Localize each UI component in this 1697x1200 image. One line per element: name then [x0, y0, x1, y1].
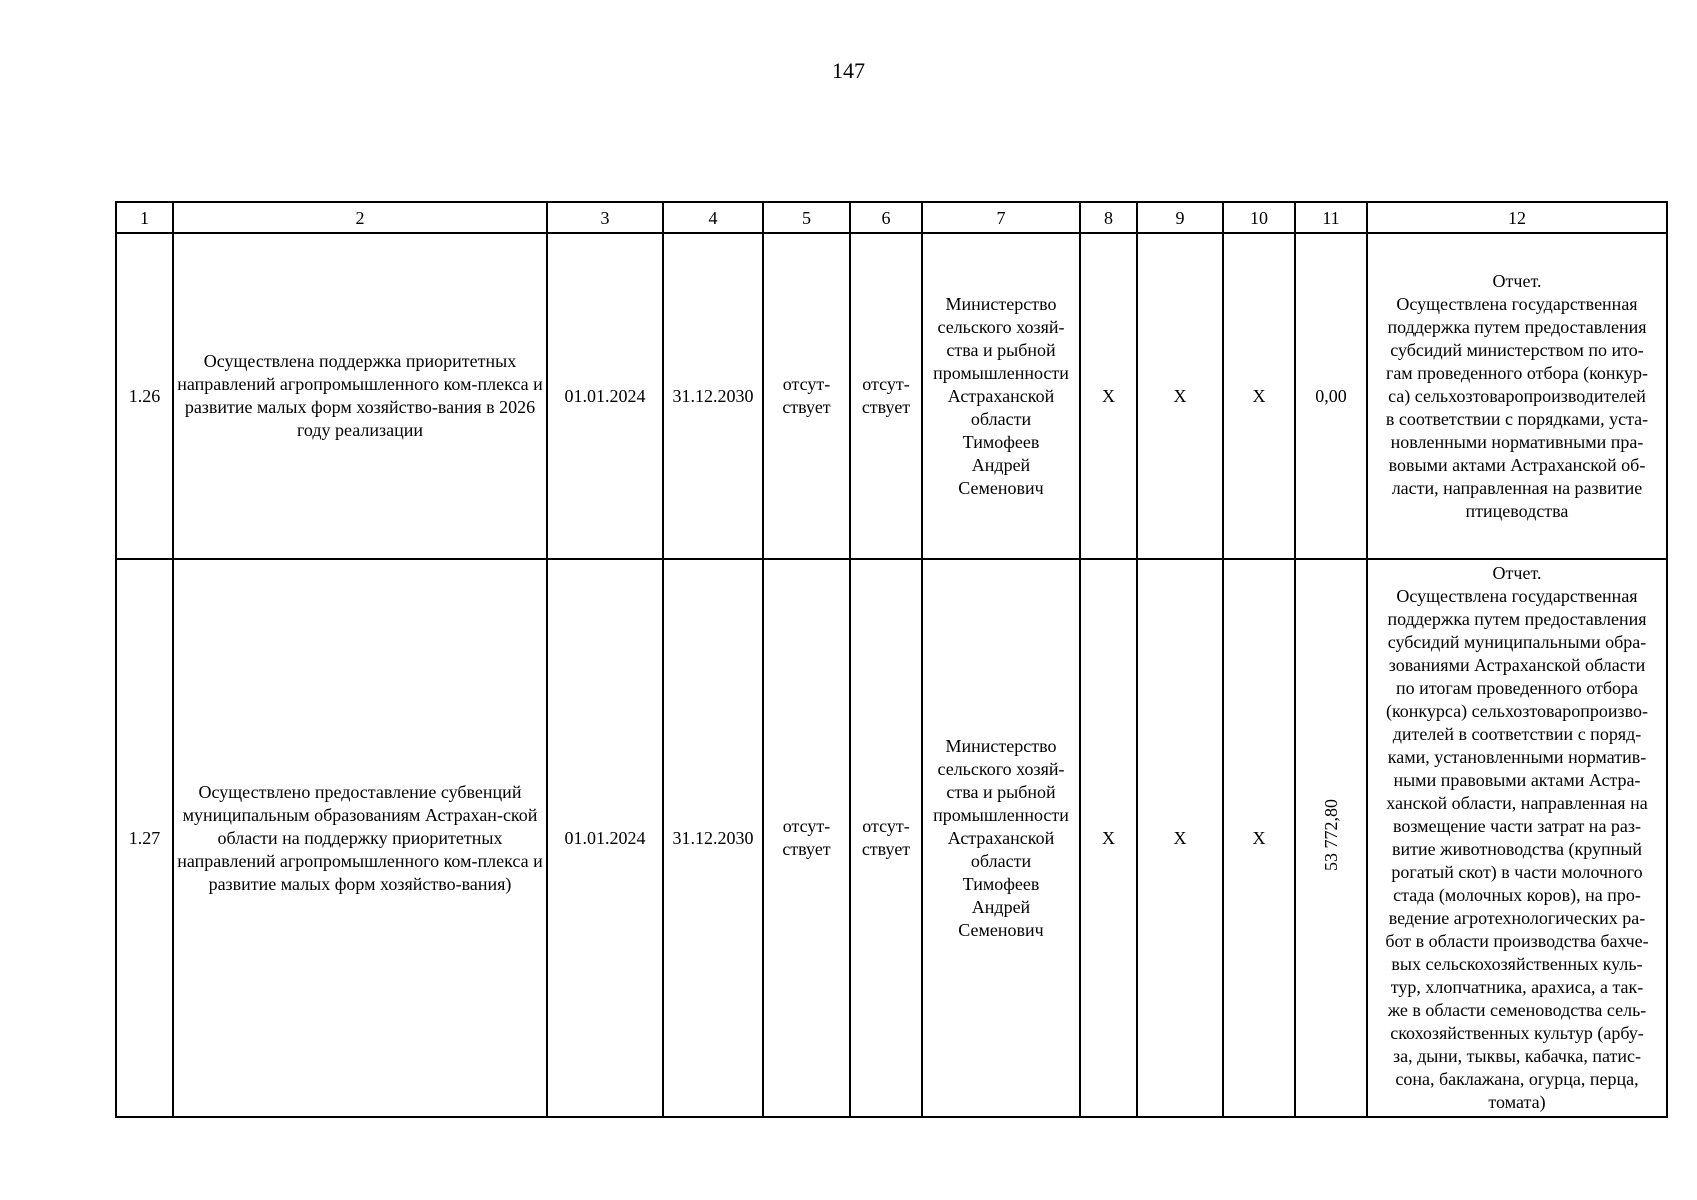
- col8-value: Х: [1080, 233, 1137, 559]
- header-cell: 7: [922, 202, 1080, 233]
- table-row: [116, 559, 1667, 1117]
- amount-value: 53 772,80: [1320, 799, 1341, 871]
- report-text: Отчет. Осуществлена государственная поддержка путем предоставления субсидий муниципальными обра- зованиями Астраханской области по итогам проведенного отбора (конкурса) сельхозтоваропроизво- дителей в соответствии с поряд- ками, установленными норматив- ными правовыми актами Астра- ханской области, направленная на возмещение части затрат на раз- витие животноводства (крупный рогатый скот) в части молочного стада (молочных коров), на про- ведение агротехнологических ра- бот в области производства бахче- вых сельскохозяйственных куль- тур, хлопчатника, арахиса, а так- же в области семеноводства сель- скохозяйственных культур (арбу- за, дыни, тыквы, кабачка, патис- сона, баклажана, огурца, перца, томата): [1367, 559, 1667, 1117]
- col6-value: отсут- ствует: [850, 559, 922, 1117]
- report-text: Отчет. Осуществлена государственная поддержка путем предоставления субсидий министерством по ито- гам проведенного отбора (конкур- са) сельхозтоваропроизводителей в соответствии с порядками, уста- новленными нормативными пра- вовыми актами Астраханской об- ласти, направленная на развитие птицеводства: [1367, 233, 1667, 559]
- header-cell: 6: [850, 202, 922, 233]
- col10-value: Х: [1223, 233, 1295, 559]
- start-date: 01.01.2024: [547, 559, 663, 1117]
- header-cell: 10: [1223, 202, 1295, 233]
- table-header-row: [116, 202, 1667, 233]
- end-date: 31.12.2030: [663, 559, 763, 1117]
- responsible-executor: Министерство сельского хозяй- ства и рыбной промышленности Астраханской области Тимофеев Андрей Семенович: [922, 559, 1080, 1117]
- col5-value: отсут- ствует: [763, 233, 850, 559]
- header-cell: 5: [763, 202, 850, 233]
- header-cell: 11: [1295, 202, 1367, 233]
- responsible-executor: Министерство сельского хозяй- ства и рыбной промышленности Астраханской области Тимофеев Андрей Семенович: [922, 233, 1080, 559]
- header-cell: 9: [1137, 202, 1223, 233]
- header-cell: 4: [663, 202, 763, 233]
- end-date: 31.12.2030: [663, 233, 763, 559]
- program-table: [115, 201, 1668, 1118]
- start-date: 01.01.2024: [547, 233, 663, 559]
- amount-value: 0,00: [1295, 233, 1367, 559]
- header-cell: 3: [547, 202, 663, 233]
- col5-value: отсут- ствует: [763, 559, 850, 1117]
- row-description: Осуществлена поддержка приоритетных направлений агропромышленного ком-плекса и развитие малых форм хозяйство-вания в 2026 году реализации: [173, 233, 547, 559]
- row-description: Осуществлено предоставление субвенций муниципальным образованиям Астрахан-ской области на поддержку приоритетных направлений агропромышленного ком-плекса и развитие малых форм хозяйство-вания): [173, 559, 547, 1117]
- col8-value: Х: [1080, 559, 1137, 1117]
- header-cell: 1: [116, 202, 173, 233]
- header-cell: 12: [1367, 202, 1667, 233]
- header-cell: 8: [1080, 202, 1137, 233]
- col10-value: Х: [1223, 559, 1295, 1117]
- col9-value: Х: [1137, 559, 1223, 1117]
- page-number: 147: [832, 58, 865, 83]
- row-number: 1.26: [116, 233, 173, 559]
- row-number: 1.27: [116, 559, 173, 1117]
- header-cell: 2: [173, 202, 547, 233]
- col9-value: Х: [1137, 233, 1223, 559]
- amount-cell: [1295, 559, 1367, 1117]
- table-row: [116, 233, 1667, 559]
- col6-value: отсут- ствует: [850, 233, 922, 559]
